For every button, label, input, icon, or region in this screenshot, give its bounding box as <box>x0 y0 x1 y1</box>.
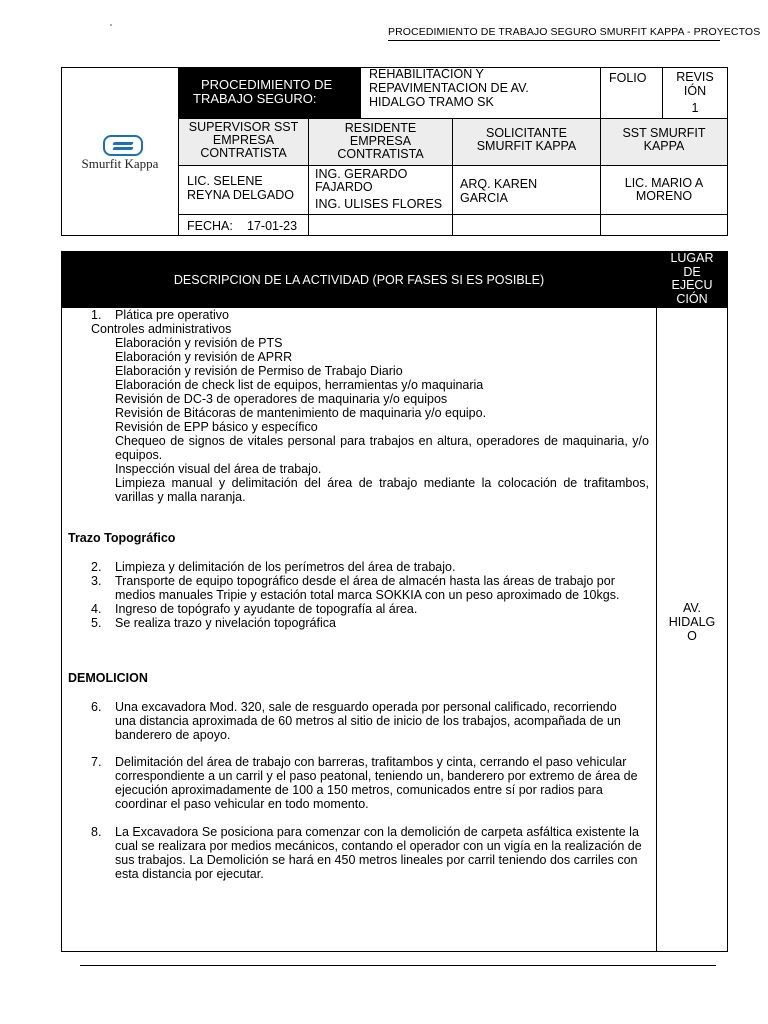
trazo-title: Trazo Topográfico <box>68 531 176 545</box>
empty-cell <box>452 214 601 236</box>
activity-header: DESCRIPCION DE LA ACTIVIDAD (POR FASES SI ES POSIBLE) <box>61 251 657 308</box>
item-number: 6. <box>91 700 102 714</box>
role-name-line: FAJARDO <box>315 180 373 194</box>
control-item: Inspección visual del área de trabajo. <box>115 462 322 476</box>
revision-label-2: IÓN <box>683 84 707 98</box>
logo-text: Smurfit Kappa <box>81 156 159 171</box>
role-name-sst <box>600 165 728 215</box>
scan-dot <box>110 24 112 26</box>
item-number: 4. <box>91 602 102 616</box>
lugar-header-line: EJECU <box>671 278 713 292</box>
demolicion-item: Delimitación del área de trabajo con barreras, trafitambos y cinta, cerrando el paso vehicular correspondiente a un carril y el paso peatonal, teniendo un, banderero por extremo de área de ejecución aproximadamente de 100 a 150 metros, comunicados entre sí por radios para coordinar el paso vehicular en todo momento. <box>115 755 638 811</box>
lugar-value-line: HIDALG <box>668 615 716 629</box>
item-number: 5. <box>91 616 102 630</box>
lugar-value <box>657 601 727 643</box>
project-name-line-3: HIDALGO TRAMO SK <box>369 95 494 109</box>
role-title-supervisor <box>178 118 309 166</box>
role-title-line: RESIDENTE <box>344 121 417 135</box>
control-item: Limpieza manual y delimitación del área de trabajo mediante la colocación de trafitambos, varillas y malla naranja. <box>115 476 649 504</box>
smurfit-kappa-logo-icon <box>103 135 143 156</box>
project-name-cell <box>360 67 601 119</box>
role-name-line: ING. ULISES FLORES <box>315 197 443 211</box>
role-title-line: SST SMURFIT <box>622 126 706 140</box>
fecha-label: FECHA: <box>187 219 233 233</box>
project-name-line-2: REPAVIMENTACION DE AV. <box>369 81 529 95</box>
role-name-line: ING. GERARDO <box>315 167 408 181</box>
project-name-line-1: REHABILITACION Y <box>369 67 484 81</box>
item-text: Plática pre operativo <box>115 308 229 322</box>
item-number: 8. <box>91 825 102 839</box>
lugar-header-line: DE <box>683 264 701 279</box>
lugar-header-line: CIÓN <box>676 291 708 306</box>
control-item: Elaboración de check list de equipos, herramientas y/o maquinaria <box>115 378 484 392</box>
lugar-value-line: AV. <box>682 601 702 615</box>
title-label-line-2: TRABAJO SEGURO: <box>193 91 317 106</box>
item-number: 7. <box>91 755 102 769</box>
role-title-line: SOLICITANTE <box>485 126 568 140</box>
demolicion-title: DEMOLICION <box>68 671 148 685</box>
footer-divider <box>80 965 716 966</box>
title-label-cell <box>178 67 361 119</box>
role-title-solicitante <box>452 118 601 166</box>
role-name-line: LIC. MARIO A <box>624 176 704 190</box>
controles-title: Controles administrativos <box>91 322 232 336</box>
item-number: 3. <box>91 574 102 588</box>
revision-value: 1 <box>691 101 699 115</box>
logo-cell <box>61 67 179 236</box>
role-name-supervisor <box>178 165 309 215</box>
role-title-line: CONTRATISTA <box>337 147 424 161</box>
empty-cell <box>308 214 453 236</box>
role-name-line: REYNA DELGADO <box>187 188 294 202</box>
trazo-item: Ingreso de topógrafo y ayudante de topografía al área. <box>115 602 418 616</box>
empty-cell <box>600 214 728 236</box>
role-title-line: EMPRESA <box>212 133 275 147</box>
role-name-solicitante <box>452 165 601 215</box>
control-item: Elaboración y revisión de APRR <box>115 350 293 364</box>
control-item: Elaboración y revisión de Permiso de Trabajo Diario <box>115 364 403 378</box>
folio-cell <box>600 67 663 119</box>
role-name-line: LIC. SELENE <box>187 174 263 188</box>
role-title-line: KAPPA <box>643 139 685 153</box>
control-item: Revisión de Bitácoras de mantenimiento de maquinaria y/o equipo. <box>115 406 487 420</box>
role-title-line: EMPRESA <box>349 134 412 148</box>
role-title-sst <box>600 118 728 166</box>
activity-body <box>61 307 657 952</box>
role-title-residente <box>308 118 453 166</box>
fecha-value: 17-01-23 <box>247 219 298 233</box>
role-title-line: CONTRATISTA <box>200 146 287 160</box>
control-item: Chequeo de signos de vitales personal para trabajos en altura, operadores de maquinaria, y/o equipos. <box>115 434 649 462</box>
control-item: Revisión de DC-3 de operadores de maquinaria y/o equipos <box>115 392 448 406</box>
role-name-line: MORENO <box>635 189 693 203</box>
revision-cell <box>662 67 728 119</box>
demolicion-item: Una excavadora Mod. 320, sale de resguardo operada por personal calificado, recorriendo una distancia aproximada de 60 metros al sitio de inicio de los trabajos, acompañada de un banderero de apoyo. <box>115 700 621 742</box>
lugar-value-line: O <box>687 629 697 643</box>
item-number: 2. <box>91 560 102 574</box>
fecha-cell <box>178 214 309 236</box>
role-name-line: ARQ. KAREN <box>460 177 538 191</box>
title-label-line-1: PROCEDIMIENTO DE <box>201 77 333 92</box>
trazo-item: Se realiza trazo y nivelación topográfica <box>115 616 336 630</box>
document-header: PROCEDIMIENTO DE TRABAJO SEGURO SMURFIT KAPPA - PROYECTOS <box>388 26 720 41</box>
demolicion-item: La Excavadora Se posiciona para comenzar con la demolición de carpeta asfáltica existente la cual se realizara por medios mecánicos, contando el operador con un vigía en la realización de sus trabajos. La Demolición se hará en 450 metros lineales por carril teniendo dos carriles con esta distancia por ejecutar. <box>115 825 642 881</box>
role-title-line: SMURFIT KAPPA <box>476 139 577 153</box>
lugar-body <box>656 307 728 952</box>
control-item: Elaboración y revisión de PTS <box>115 336 283 350</box>
role-title-line: SUPERVISOR SST <box>188 120 299 134</box>
folio-label: FOLIO <box>609 71 647 85</box>
role-name-residente <box>308 165 453 215</box>
control-item: Revisión de EPP básico y específico <box>115 420 318 434</box>
item-number: 1. <box>91 308 102 322</box>
revision-label-1: REVIS <box>676 70 714 84</box>
lugar-header-line: LUGAR <box>670 251 714 265</box>
lugar-header <box>656 251 728 308</box>
role-name-line: GARCIA <box>460 191 508 205</box>
trazo-item: Limpieza y delimitación de los perímetros del área de trabajo. <box>115 560 456 574</box>
trazo-item: Transporte de equipo topográfico desde el área de almacén hasta las áreas de trabajo por medios manuales Tripie y estación total marca SOKKIA con un peso aproximado de 10kgs. <box>115 574 620 602</box>
